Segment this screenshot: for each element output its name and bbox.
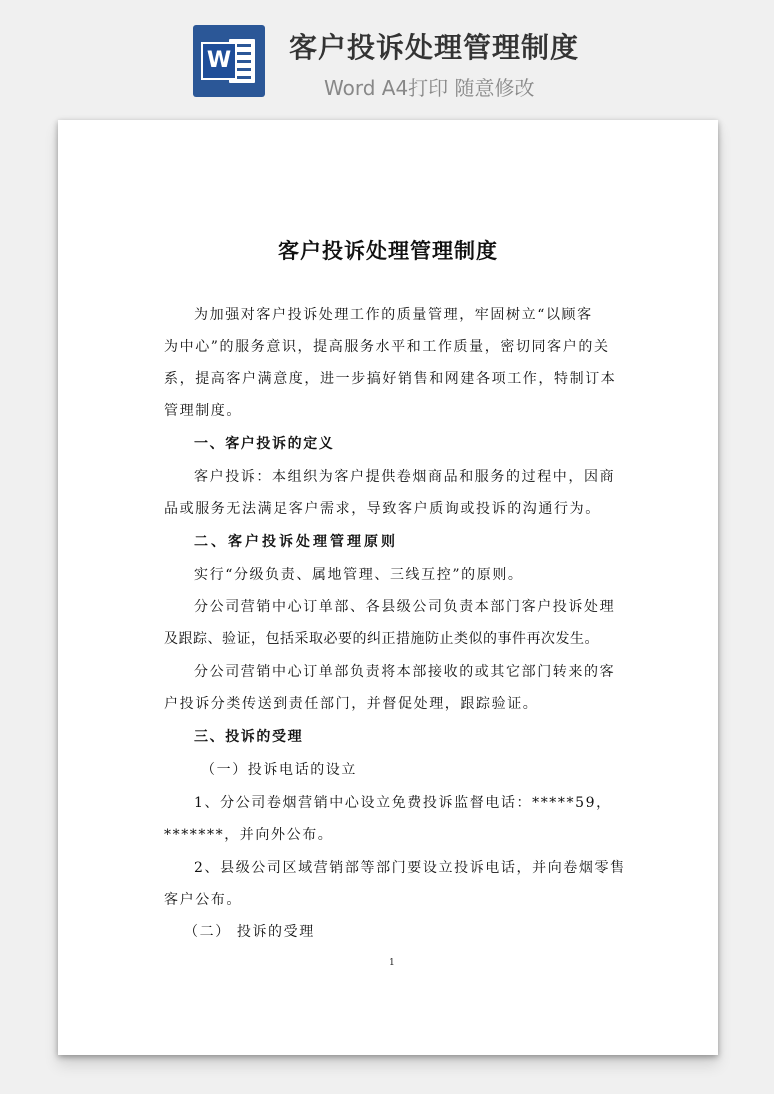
paragraph-line: 2、县级公司区域营销部等部门要设立投诉电话，并向卷烟零售 <box>194 860 626 876</box>
paragraph-line: 1、分公司卷烟营销中心设立免费投诉监督电话：*****59， <box>194 795 612 811</box>
word-letter-badge: W <box>201 42 237 80</box>
section-heading: 三、投诉的受理 <box>194 729 304 745</box>
paragraph-line: 客户公布。 <box>164 892 242 908</box>
paragraph-line: 为加强对客户投诉处理工作的质量管理，牢固树立“以顾客 <box>194 307 593 323</box>
paragraph-line: 系，提高客户满意度，进一步搞好销售和网建各项工作，特制订本 <box>164 371 617 387</box>
paragraph-line: 实行“分级负责、属地管理、三线互控”的原则。 <box>194 567 524 583</box>
banner-subtitle: Word A4打印 随意修改 <box>324 76 535 100</box>
paragraph-line: 管理制度。 <box>164 403 242 419</box>
paragraph-line: 户投诉分类传送到责任部门，并督促处理，跟踪验证。 <box>164 696 539 712</box>
paragraph-line: 客户投诉：本组织为客户提供卷烟商品和服务的过程中，因商 <box>194 469 616 485</box>
subsection-heading: （一）投诉电话的设立 <box>201 762 357 778</box>
subsection-heading: （二） 投诉的受理 <box>184 924 315 940</box>
document-title: 客户投诉处理管理制度 <box>278 238 498 263</box>
paragraph-line: 品或服务无法满足客户需求，导致客户质询或投诉的沟通行为。 <box>164 501 601 517</box>
header-banner <box>0 0 774 110</box>
page-number: 1 <box>389 958 395 968</box>
paragraph-line: 分公司营销中心订单部、各县级公司负责本部门客户投诉处理 <box>194 599 616 615</box>
paragraph-line: 分公司营销中心订单部负责将本部接收的或其它部门转来的客 <box>194 664 616 680</box>
section-heading: 二、客户投诉处理管理原则 <box>194 534 398 550</box>
document-page <box>58 120 718 1055</box>
paragraph-line: 为中心”的服务意识，提高服务水平和工作质量，密切同客户的关 <box>164 339 610 355</box>
paragraph-line: *******，并向外公布。 <box>164 827 334 843</box>
section-heading: 一、客户投诉的定义 <box>194 436 335 452</box>
word-document-icon <box>193 25 265 97</box>
banner-title: 客户投诉处理管理制度 <box>289 31 580 64</box>
paragraph-line: 及跟踪、验证，包括采取必要的纠正措施防止类似的事件再次发生。 <box>164 631 599 647</box>
